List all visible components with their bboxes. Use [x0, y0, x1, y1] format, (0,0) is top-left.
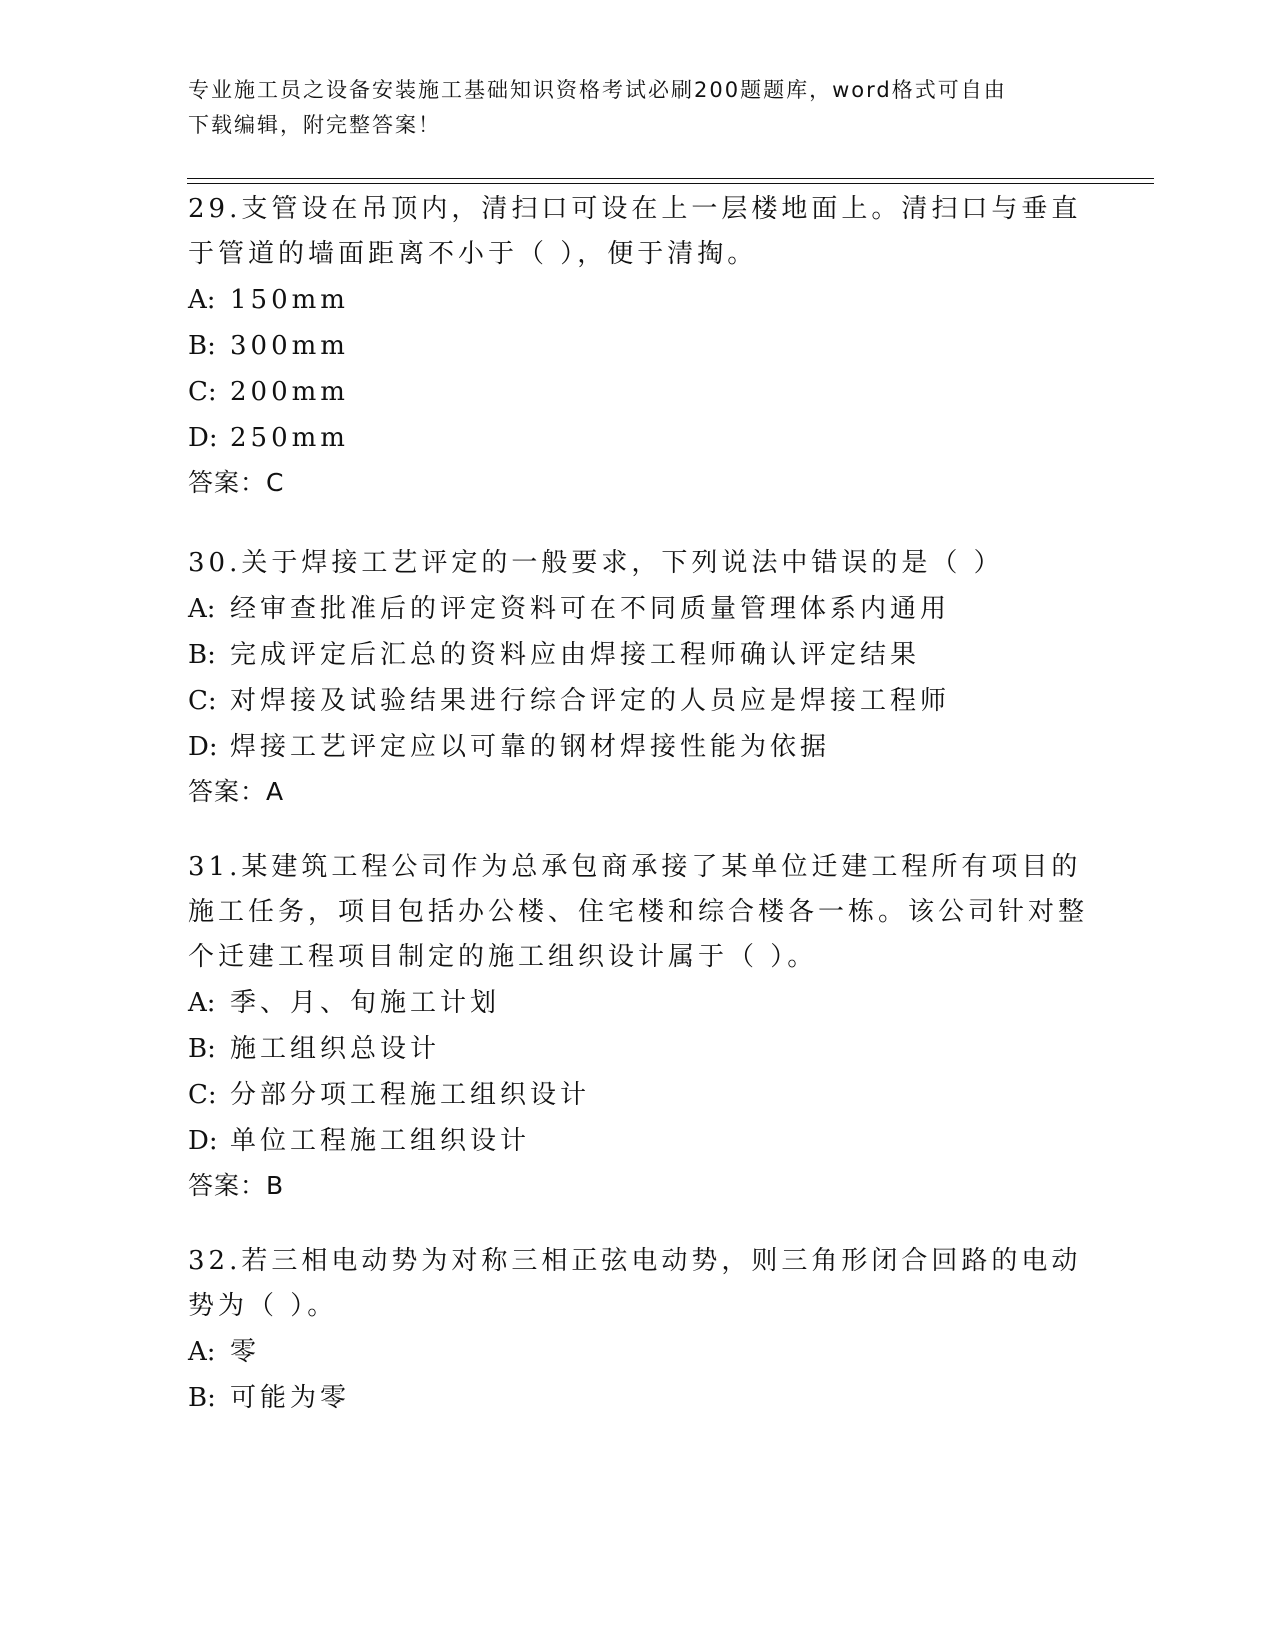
option-b [188, 323, 1088, 369]
question-stem: 30.关于焊接工艺评定的一般要求，下列说法中错误的是（ ） [188, 548, 1004, 578]
option-key: B: [188, 1383, 216, 1413]
option-a [188, 980, 1088, 1026]
option-b [188, 1375, 1088, 1421]
option-text: 150mm [230, 285, 349, 315]
option-text: 经审查批准后的评定资料可在不同质量管理体系内通用 [230, 594, 951, 624]
option-key: C: [188, 686, 217, 716]
option-text: 焊接工艺评定应以可靠的钢材焊接性能为依据 [230, 732, 831, 762]
option-text: 零 [230, 1337, 261, 1367]
option-key: A: [188, 594, 216, 624]
option-text: 对焊接及试验结果进行综合评定的人员应是焊接工程师 [230, 686, 951, 716]
option-key: D: [188, 423, 218, 453]
option-key: A: [188, 285, 216, 315]
answer: 答案：A [188, 777, 285, 806]
option-a [188, 277, 1088, 323]
question-31 [188, 845, 1088, 1208]
option-key: A: [188, 1337, 216, 1367]
header-divider-top [187, 178, 1154, 179]
option-key: B: [188, 640, 216, 670]
option-text: 250mm [230, 423, 349, 453]
option-key: C: [188, 377, 217, 407]
answer: 答案：B [188, 1171, 285, 1200]
option-key: A: [188, 988, 216, 1018]
option-key: B: [188, 1034, 216, 1064]
option-c [188, 1072, 1088, 1118]
option-d [188, 1118, 1088, 1164]
header-divider-bottom [187, 183, 1154, 184]
option-text: 施工组织总设计 [230, 1034, 441, 1064]
option-text: 季、月、旬施工计划 [230, 988, 501, 1018]
option-text: 可能为零 [230, 1383, 351, 1413]
header-line-1: 专业施工员之设备安装施工基础知识资格考试必刷200题题库，word格式可自由 [188, 78, 1007, 102]
option-text: 分部分项工程施工组织设计 [230, 1080, 591, 1110]
option-c [188, 369, 1088, 415]
option-text: 完成评定后汇总的资料应由焊接工程师确认评定结果 [230, 640, 921, 670]
option-text: 200mm [230, 377, 349, 407]
question-29 [188, 187, 1088, 505]
option-a [188, 586, 1088, 632]
option-d [188, 415, 1088, 461]
question-stem: 32.若三相电动势为对称三相正弦电动势，则三角形闭合回路的电动势为（ ）。 [188, 1246, 1082, 1321]
question-30 [188, 541, 1088, 814]
option-text: 300mm [230, 331, 349, 361]
option-key: D: [188, 1126, 218, 1156]
option-key: C: [188, 1080, 217, 1110]
header-line-2: 下载编辑，附完整答案！ [188, 113, 441, 137]
option-b [188, 1026, 1088, 1072]
question-stem: 31.某建筑工程公司作为总承包商承接了某单位迁建工程所有项目的施工任务，项目包括办公楼、住宅楼和综合楼各一栋。该公司针对整个迁建工程项目制定的施工组织设计属于（ ）。 [188, 852, 1089, 972]
option-key: B: [188, 331, 216, 361]
question-stem: 29.支管设在吊顶内，清扫口可设在上一层楼地面上。清扫口与垂直于管道的墙面距离不小于（ ），便于清掏。 [188, 194, 1082, 269]
option-a [188, 1329, 1088, 1375]
option-c [188, 678, 1088, 724]
question-32 [188, 1239, 1088, 1421]
answer: 答案：C [188, 468, 285, 497]
option-key: D: [188, 732, 218, 762]
option-b [188, 632, 1088, 678]
option-text: 单位工程施工组织设计 [230, 1126, 531, 1156]
document-header [188, 73, 1068, 143]
option-d [188, 724, 1088, 770]
